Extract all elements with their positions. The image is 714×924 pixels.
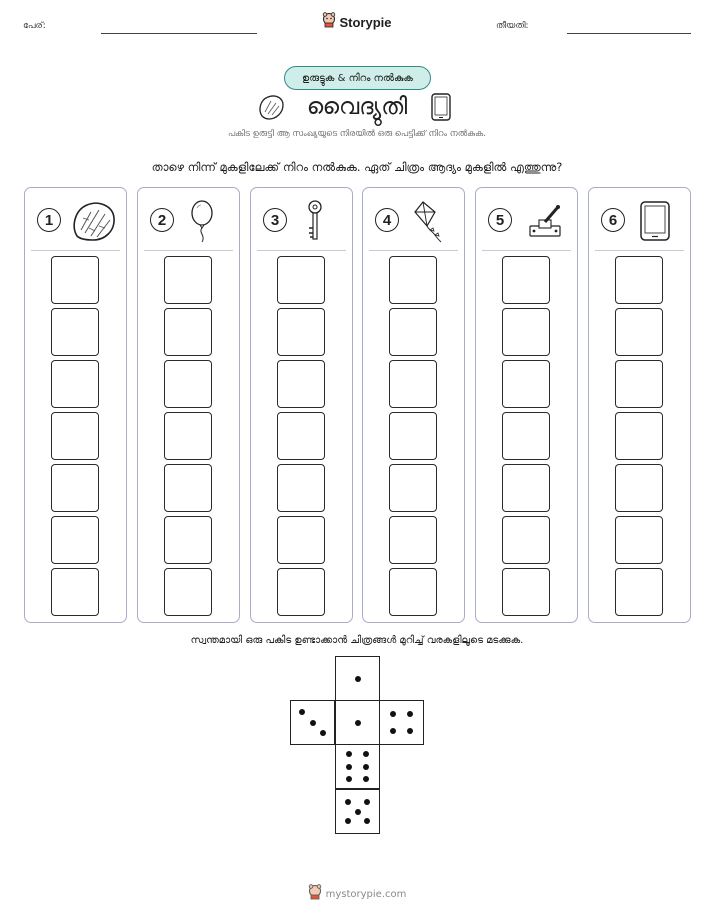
color-box[interactable] [502, 308, 550, 356]
column-number: 6 [601, 208, 625, 232]
die-net [290, 656, 424, 834]
color-box[interactable] [51, 464, 99, 512]
color-box[interactable] [51, 308, 99, 356]
color-box[interactable] [615, 360, 663, 408]
color-box[interactable] [389, 360, 437, 408]
color-box[interactable] [389, 308, 437, 356]
die-pip [346, 751, 352, 757]
name-label: പേര്: [23, 21, 46, 31]
column-4 [362, 187, 465, 623]
color-box[interactable] [277, 308, 325, 356]
color-box[interactable] [51, 256, 99, 304]
color-box[interactable] [615, 256, 663, 304]
footer-url: mystorypie.com [325, 888, 407, 900]
color-box[interactable] [164, 308, 212, 356]
die-pip [346, 776, 352, 782]
date-label: തീയതി: [496, 21, 529, 31]
color-box[interactable] [615, 464, 663, 512]
color-box[interactable] [51, 412, 99, 460]
color-box[interactable] [277, 516, 325, 564]
column-number: 4 [375, 208, 399, 232]
die-face-6 [335, 744, 380, 789]
storypie-mascot-icon [322, 12, 336, 32]
column-header [25, 188, 126, 250]
date-line[interactable] [567, 33, 691, 34]
column-divider [257, 250, 346, 251]
color-box[interactable] [502, 516, 550, 564]
column-divider [595, 250, 684, 251]
color-box[interactable] [502, 256, 550, 304]
color-box[interactable] [502, 464, 550, 512]
column-header [251, 188, 352, 250]
brand-name: Storypie [339, 14, 392, 30]
die-pip [364, 818, 370, 824]
color-box[interactable] [277, 412, 325, 460]
die-pip [407, 728, 413, 734]
subtitle: പകിട ഉരുട്ടി ആ സംഖ്യയുടെ നിരയിൽ ഒരു പെട്ടിക്ക് നിറം നൽകുക. [228, 129, 486, 139]
column-number: 5 [488, 208, 512, 232]
balloon-icon [182, 198, 232, 244]
column-divider [369, 250, 458, 251]
die-face-1 [335, 700, 380, 745]
color-box[interactable] [164, 360, 212, 408]
die-face-4 [379, 700, 424, 745]
color-box[interactable] [615, 516, 663, 564]
die-pip [407, 711, 413, 717]
die-pip [355, 720, 361, 726]
die-pip [390, 728, 396, 734]
color-box[interactable] [389, 256, 437, 304]
color-box[interactable] [51, 568, 99, 616]
color-box[interactable] [277, 568, 325, 616]
color-box[interactable] [502, 412, 550, 460]
page-title: വൈദ്യുതി [306, 94, 408, 120]
die-pip [320, 730, 326, 736]
die-pip [310, 720, 316, 726]
color-box[interactable] [502, 568, 550, 616]
die-pip [390, 711, 396, 717]
brand-logo [0, 12, 714, 32]
color-box[interactable] [164, 516, 212, 564]
color-box[interactable] [389, 568, 437, 616]
column-3 [250, 187, 353, 623]
die-pip [355, 676, 361, 682]
key-icon [295, 198, 345, 244]
column-6 [588, 187, 691, 623]
column-header [476, 188, 577, 250]
color-box[interactable] [51, 360, 99, 408]
color-box[interactable] [164, 568, 212, 616]
color-box[interactable] [277, 360, 325, 408]
color-box[interactable] [615, 412, 663, 460]
name-line[interactable] [101, 33, 257, 34]
color-box[interactable] [615, 308, 663, 356]
fold-instruction: സ്വന്തമായി ഒരു പകിട ഉണ്ടാക്കാൻ ചിത്രങ്ങൾ മുറിച്ച് വരകളിലൂടെ മടക്കുക. [190, 635, 524, 646]
rock-icon [69, 198, 119, 244]
die-face-1 [335, 656, 380, 701]
instruction: താഴെ നിന്ന് മുകളിലേക്ക് നിറം നൽകുക. ഏത് ചിത്രം ആദ്യം മുകളിൽ എത്തുന്നു? [151, 160, 563, 174]
column-divider [31, 250, 120, 251]
footer-mascot-icon [308, 884, 322, 904]
color-box[interactable] [389, 412, 437, 460]
column-divider [144, 250, 233, 251]
color-box[interactable] [502, 360, 550, 408]
column-divider [482, 250, 571, 251]
column-5 [475, 187, 578, 623]
color-box[interactable] [277, 464, 325, 512]
color-box[interactable] [389, 464, 437, 512]
tablet-icon [633, 198, 683, 244]
color-box[interactable] [51, 516, 99, 564]
column-number: 3 [263, 208, 287, 232]
color-box[interactable] [164, 412, 212, 460]
title-tablet-icon [428, 92, 454, 122]
color-box[interactable] [615, 568, 663, 616]
column-number: 1 [37, 208, 61, 232]
activity-pill: ഉരുട്ടുക & നിറം നൽകുക [284, 66, 431, 90]
column-number: 2 [150, 208, 174, 232]
die-pip [363, 776, 369, 782]
column-2 [137, 187, 240, 623]
die-pip [364, 799, 370, 805]
column-header [589, 188, 690, 250]
die-pip [346, 764, 352, 770]
die-pip [299, 709, 305, 715]
footer [0, 884, 714, 904]
color-box[interactable] [389, 516, 437, 564]
column-header [138, 188, 239, 250]
die-pip [363, 751, 369, 757]
kite-icon [407, 198, 457, 244]
color-box[interactable] [277, 256, 325, 304]
die-pip [363, 764, 369, 770]
color-box[interactable] [164, 464, 212, 512]
die-pip [345, 799, 351, 805]
light-switch-icon [520, 198, 570, 244]
die-pip [345, 818, 351, 824]
color-box[interactable] [164, 256, 212, 304]
die-face-3 [290, 700, 335, 745]
column-1 [24, 187, 127, 623]
column-header [363, 188, 464, 250]
die-pip [355, 809, 361, 815]
die-face-5 [335, 789, 380, 834]
